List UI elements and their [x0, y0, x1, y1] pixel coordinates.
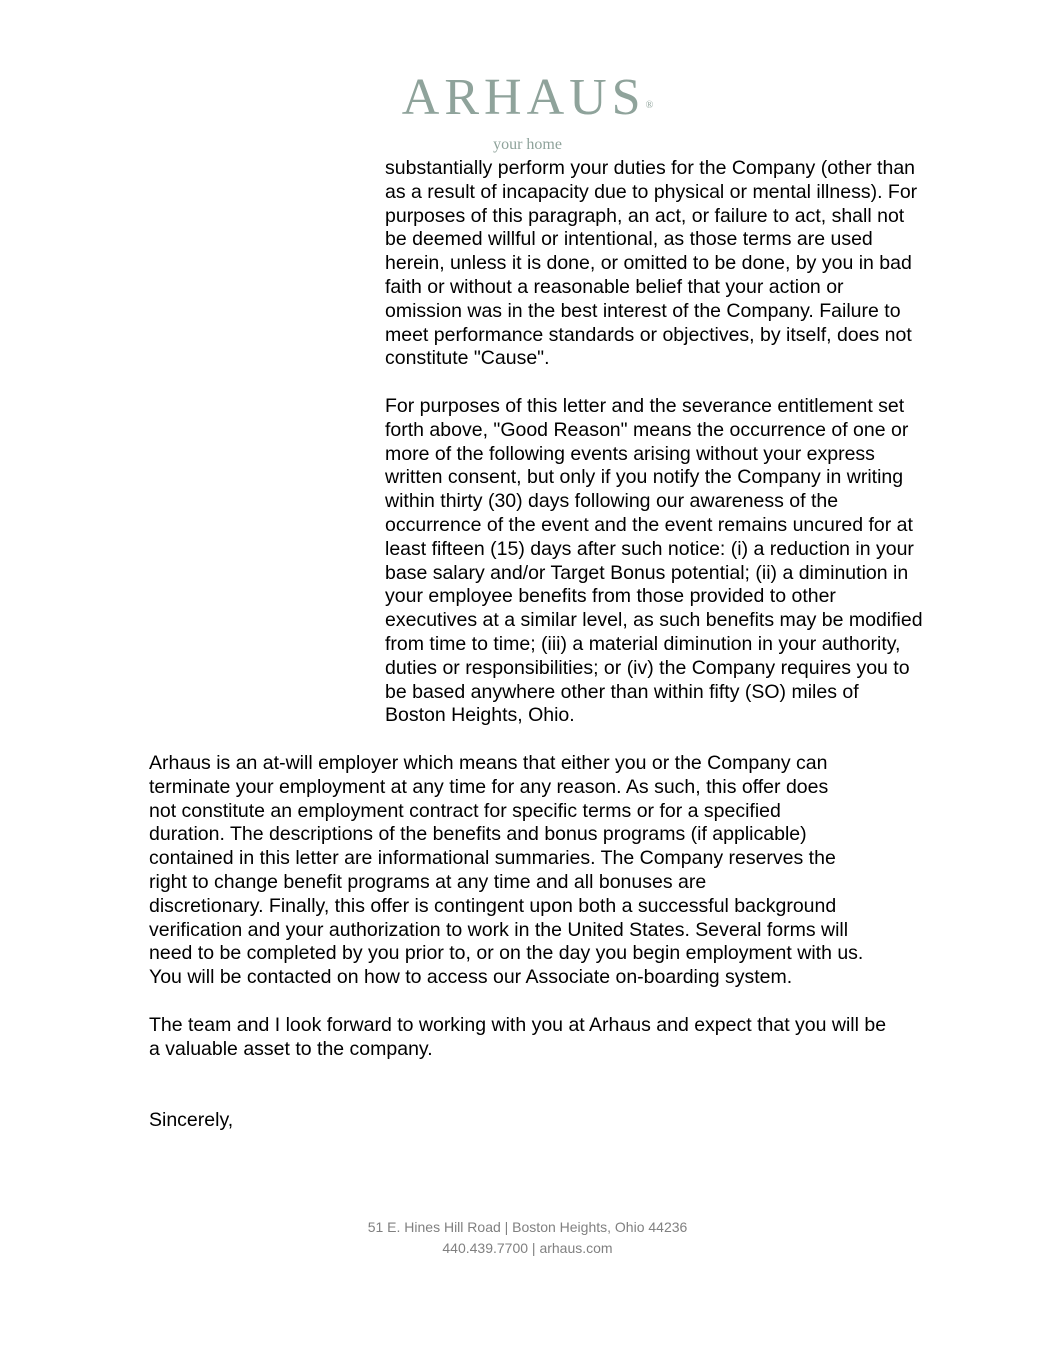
brand-wordmark: ARHAUS — [401, 69, 646, 126]
text-line: You will be contacted on how to access our Associate on-boarding system. — [149, 966, 793, 989]
signoff: Sincerely, — [149, 1109, 234, 1131]
text-line: discretionary. Finally, this offer is contingent upon both a successful background — [149, 894, 837, 917]
text-line: Arhaus is an at-will employer which means that either you or the Company can — [149, 752, 828, 774]
text-line: forth above, "Good Reason" means the occurrence of one or — [385, 418, 909, 441]
text-line: herein, unless it is done, or omitted to be done, by you in bad — [385, 252, 912, 275]
text-line: purposes of this paragraph, an act, or failure to act, shall not — [385, 204, 905, 227]
text-line: verification and your authorization to work in the United States. Several forms will — [149, 918, 849, 941]
text-line: more of the following events arising without your express — [385, 442, 875, 465]
text-line: right to change benefit programs at any time and all bonuses are — [149, 870, 707, 893]
text-line: duties or responsibilities; or (iv) the Company requires you to — [385, 656, 910, 679]
text-line: a valuable asset to the company. — [149, 1037, 433, 1060]
text-line: from time to time; (iii) a material diminution in your authority, — [385, 632, 901, 655]
text-line: contained in this letter are informational summaries. The Company reserves the — [149, 847, 836, 870]
good-reason-paragraph — [385, 395, 923, 728]
text-line: executives at a similar level, as such benefits may be modified — [385, 609, 923, 632]
text-line: need to be completed by you prior to, or on the day you begin employment with us. — [149, 942, 864, 965]
text-line: as a result of incapacity due to physical or mental illness). For — [385, 180, 918, 203]
text-line: duration. The descriptions of the benefits and bonus programs (if applicable) — [149, 823, 807, 846]
registered-mark: ® — [645, 100, 654, 111]
cause-paragraph — [385, 157, 917, 371]
text-line: Boston Heights, Ohio. — [385, 704, 575, 727]
text-line: be deemed willful or intentional, as those terms are used — [385, 228, 873, 251]
text-line: omission was in the best interest of the Company. Failure to — [385, 299, 901, 322]
text-line: written consent, but only if you notify the Company in writing — [385, 466, 904, 489]
text-line: constitute "Cause". — [385, 347, 550, 370]
text-line: terminate your employment at any time for any reason. As such, this offer does — [149, 775, 829, 798]
text-line: For purposes of this letter and the severance entitlement set — [385, 395, 905, 417]
text-line: be based anywhere other than within fifty (SO) miles of — [385, 680, 859, 703]
text-line: occurrence of the event and the event remains uncured for at — [385, 513, 913, 536]
letterhead-logo — [0, 68, 1055, 128]
text-line: faith or without a reasonable belief that your action or — [385, 275, 844, 298]
at-will-paragraph — [149, 752, 863, 990]
text-line: not constitute an employment contract for specific terms or for a specified — [149, 799, 781, 822]
text-line: your employee benefits from those provided to other — [385, 585, 836, 608]
text-line: The team and I look forward to working with you at Arhaus and expect that you will be — [149, 1014, 887, 1036]
text-line: within thirty (30) days following our awareness of the — [385, 490, 839, 513]
footer-address: 51 E. Hines Hill Road | Boston Heights, Ohio 44236 — [367, 1219, 688, 1235]
text-line: substantially perform your duties for the Company (other than — [385, 157, 916, 179]
footer-contact: 440.439.7700 | arhaus.com — [442, 1240, 613, 1256]
text-line: meet performance standards or objectives, by itself, does not — [385, 323, 912, 346]
closing-paragraph — [149, 1014, 886, 1062]
letterhead-tagline: your home — [493, 136, 562, 153]
text-line: least fifteen (15) days after such notice: (i) a reduction in your — [385, 537, 914, 560]
text-line: base salary and/or Target Bonus potential; (ii) a diminution in — [385, 561, 909, 584]
